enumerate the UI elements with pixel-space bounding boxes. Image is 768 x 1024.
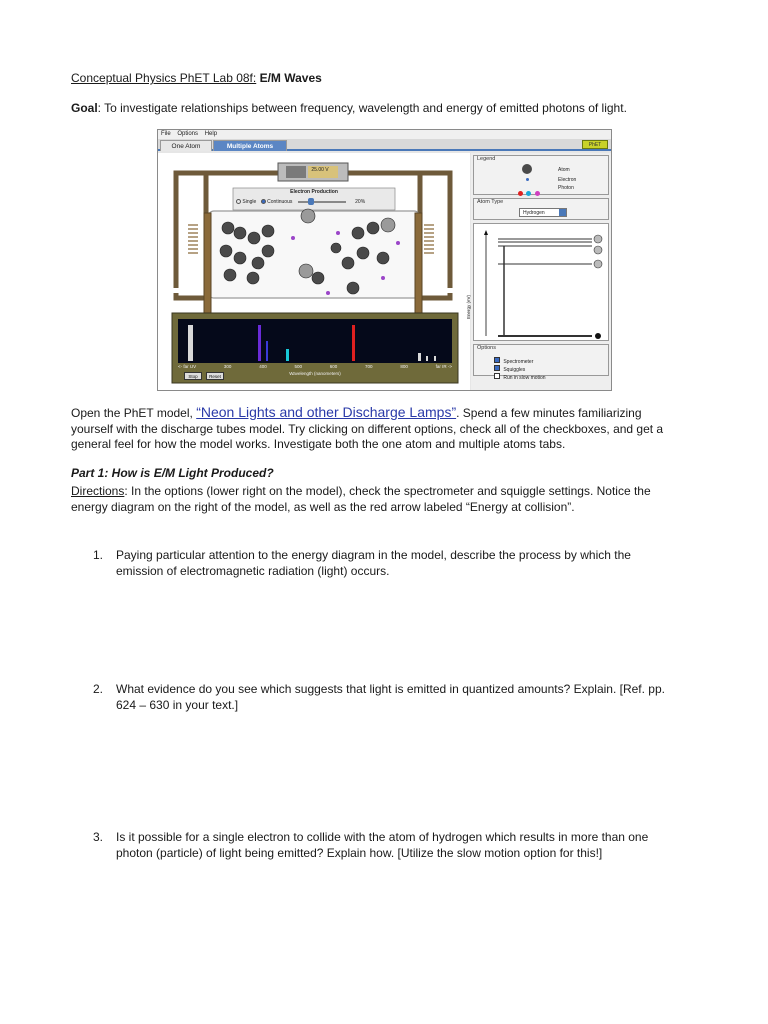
goal-line — [71, 101, 627, 115]
violet-line — [258, 325, 261, 361]
question-number: 3. — [93, 830, 104, 844]
left-coil-icon — [188, 225, 198, 253]
atom-type-panel — [473, 198, 609, 220]
sim-main-area — [158, 153, 470, 390]
electron-legend-icon — [526, 178, 529, 181]
topic-title: E/M Waves — [259, 71, 322, 85]
neon-lights-link[interactable]: “Neon Lights and other Discharge Lamps” — [196, 404, 457, 420]
energy-diagram-panel — [466, 223, 609, 341]
question-text: emission of electromagnetic radiation (light) occurs. — [116, 563, 390, 578]
tick-label: 800 — [400, 364, 408, 369]
course-title: Conceptual Physics PhET Lab 08f: — [71, 71, 257, 85]
energy-axis-label: Energy (eV) — [466, 294, 471, 319]
question-2 — [93, 681, 713, 713]
directions-text-1: : In the options (lower right on the model), check the spectrometer and squiggle settings. Notice the — [124, 484, 651, 498]
sim-control-panel — [466, 153, 611, 390]
spectrometer-reset-button[interactable]: Reset — [206, 372, 224, 380]
intro-line-3: general feel for how the model works. Investigate both the one atom and multiple atoms tabs. — [71, 437, 566, 451]
continuous-label: Continuous — [267, 199, 293, 205]
right-electrode — [415, 213, 422, 313]
goal-label: Goal — [71, 101, 98, 115]
electron-production-controls — [236, 198, 392, 207]
rate-slider-thumb[interactable] — [308, 198, 314, 205]
spectrometer-label: Spectrometer — [503, 359, 534, 365]
atom-type-select[interactable]: Hydrogen — [519, 208, 567, 217]
question-text: 624 – 630 in your text.] — [116, 698, 239, 712]
question-text: What evidence do you see which suggests that light is emitted in quantized amounts? Explain. [Ref. pp. — [116, 682, 665, 696]
goal-text: : To investigate relationships between frequency, wavelength and energy of emitted photons of light. — [97, 101, 627, 115]
phet-logo: PhET — [582, 140, 608, 149]
blue-line — [266, 341, 268, 361]
tick-label: 300 — [223, 364, 232, 369]
options-title: Options — [477, 345, 496, 351]
question-number: 2. — [93, 682, 104, 696]
cyan-line — [286, 349, 289, 361]
slow-motion-checkbox[interactable] — [494, 373, 500, 379]
intro-text-before: Open the PhET model, — [71, 406, 197, 420]
spectrometer-stop-button[interactable]: Stop — [184, 372, 202, 380]
spectrometer-axis-title: Wavelength (nanometers) — [289, 371, 341, 376]
tick-label: <- far UV — [178, 364, 197, 369]
left-wire — [176, 173, 206, 288]
squiggles-label: Squiggles — [503, 367, 526, 373]
directions-label: Directions — [71, 484, 125, 498]
rate-slider[interactable] — [298, 201, 346, 203]
tab-one-atom[interactable]: One Atom — [160, 140, 212, 151]
option-slow-motion[interactable] — [494, 368, 546, 381]
question-text: photon (particle) of light being emitted? Explain how. [Utilize the slow motion option for this!] — [116, 846, 603, 860]
tick-label: far IR -> — [435, 364, 452, 369]
uv-line — [188, 325, 193, 361]
question-text: Paying particular attention to the energy diagram in the model, describe the process by which the — [116, 548, 631, 562]
single-radio[interactable] — [236, 199, 241, 204]
level-marker-icon — [594, 246, 602, 254]
question-1 — [93, 548, 713, 579]
legend-atom-label: Atom — [558, 167, 570, 173]
document-title — [71, 71, 322, 85]
directions-line-2: energy diagram on the right of the model, as well as the red arrow labeled “Energy at collision”. — [71, 500, 575, 514]
atom-legend-icon — [522, 164, 532, 174]
continuous-radio[interactable] — [261, 199, 266, 204]
atom-type-title: Atom Type — [477, 199, 504, 205]
left-electrode — [204, 213, 211, 313]
slow-motion-label: Run in slow motion — [503, 375, 546, 381]
rate-percent: 20% — [355, 199, 366, 205]
electron-production-title: Electron Production — [290, 189, 338, 195]
option-spectrometer[interactable] — [494, 352, 534, 365]
intro-line-1 — [71, 405, 711, 422]
ir-line-1 — [418, 353, 421, 361]
battery-voltage: 25.00 V — [311, 167, 329, 173]
directions-line-1 — [71, 483, 711, 499]
intro-paragraph — [71, 405, 711, 453]
sim-tab-bar — [158, 139, 611, 151]
energy-level-diagram — [474, 224, 610, 342]
tick-label: 600 — [329, 364, 338, 369]
question-text: Is it possible for a single electron to collide with the atom of hydrogen which results in more than one — [116, 830, 649, 844]
sim-menu-help[interactable]: Help — [204, 131, 218, 137]
level-marker-icon — [594, 260, 602, 268]
tick-label: 500 — [294, 364, 302, 369]
spectrometer-screen — [178, 319, 452, 363]
sim-menu-options[interactable]: Options — [177, 131, 199, 137]
ir-line-3 — [434, 356, 436, 361]
sim-menu-file[interactable]: File — [161, 131, 171, 137]
tab-multiple-atoms[interactable]: Multiple Atoms — [213, 140, 287, 151]
ir-line-2 — [426, 356, 428, 361]
red-line — [352, 325, 355, 361]
option-squiggles[interactable] — [494, 360, 526, 373]
spectrometer-ticks — [178, 364, 452, 371]
part1-directions — [71, 483, 711, 515]
right-coil-icon — [424, 225, 434, 253]
intro-text-after: . Spend a few minutes familiarizing — [456, 406, 642, 420]
legend-photon-label: Photon — [558, 185, 574, 191]
right-wire — [420, 173, 450, 288]
sim-menubar — [158, 130, 611, 139]
options-panel — [473, 344, 609, 381]
photon-legend-icon — [518, 185, 540, 190]
legend-electron-label: Electron — [558, 177, 577, 183]
level-marker-icon — [594, 235, 602, 243]
question-number: 1. — [93, 548, 104, 562]
chevron-down-icon[interactable] — [559, 209, 566, 216]
tick-label: 700 — [365, 364, 373, 369]
simulation-screenshot — [157, 129, 612, 391]
question-3 — [93, 829, 713, 861]
legend-panel — [473, 155, 609, 195]
part1-heading: Part 1: How is E/M Light Produced? — [71, 466, 274, 480]
energy-axis-arrow — [484, 230, 488, 235]
intro-line-2: yourself with the discharge tubes model. Try clicking on different options, check all of the checkboxes, and get a — [71, 421, 664, 436]
legend-title: Legend — [477, 156, 496, 162]
tick-label: 400 — [259, 364, 267, 369]
ground-marker-icon — [595, 333, 601, 339]
single-label: Single — [242, 199, 257, 205]
